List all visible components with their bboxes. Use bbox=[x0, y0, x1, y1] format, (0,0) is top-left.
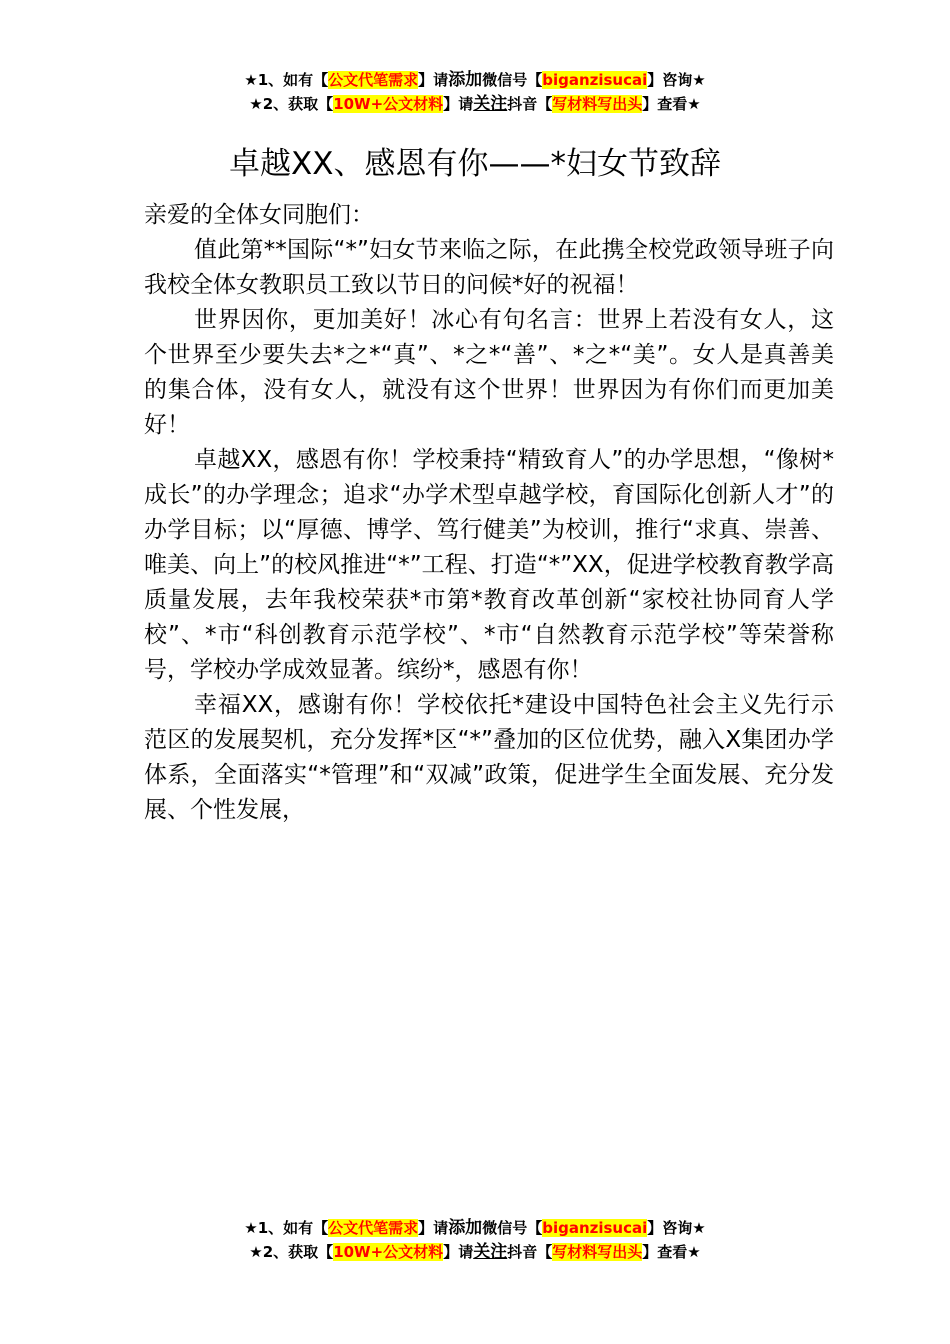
promo-highlight: biganzisucai bbox=[542, 1219, 648, 1237]
document-title: 卓越XX、感恩有你——*妇女节致辞 bbox=[229, 146, 721, 182]
document-body bbox=[144, 198, 834, 828]
promo-line-2: ★2、获取【10W+公文材料】请关注抖音【写材料写出头】查看★ bbox=[249, 1242, 701, 1262]
promo-highlight: biganzisucai bbox=[542, 71, 648, 89]
promo-highlight: 公文代笔需求 bbox=[328, 1219, 419, 1237]
paragraph: 卓越XX，感恩有你！学校秉持“精致育人”的办学思想，“像树*成长”的办学理念；追求“办学术型卓越学校，育国际化创新人才”的办学目标；以“厚德、博学、笃行健美”为校训，推行“求真、崇善、唯美、向上”的校风推进“*”工程、打造“*”XX，促进学校教育教学高质量发展，去年我校荣获*市第*教育改革创新“家校社协同育人学校”、*市“科创教育示范学校”、*市“自然教育示范学校”等荣誉称号，学校办学成效显著。缤纷*，感恩有你！ bbox=[144, 447, 834, 683]
salutation: 亲爱的全体女同胞们： bbox=[144, 202, 374, 228]
promo-banner-bottom bbox=[0, 1216, 950, 1264]
paragraph: 世界因你，更加美好！冰心有句名言：世界上若没有女人，这个世界至少要失去*之*“真”、*之*“善”、*之*“美”。女人是真善美的集合体，没有女人，就没有这个世界！世界因为有你们而更加美好！ bbox=[144, 307, 834, 438]
promo-highlight: 10W+公文材料 bbox=[333, 95, 444, 113]
paragraph: 值此第**国际“*”妇女节来临之际，在此携全校党政领导班子向我校全体女教职员工致以节日的问候*好的祝福！ bbox=[144, 237, 834, 298]
promo-line-1: ★1、如有【公文代笔需求】请添加微信号【biganzisucai】咨询★ bbox=[244, 70, 706, 90]
promo-highlight: 公文代笔需求 bbox=[328, 71, 419, 89]
paragraph: 幸福XX，感谢有你！学校依托*建设中国特色社会主义先行示范区的发展契机，充分发挥*区“*”叠加的区位优势，融入X集团办学体系，全面落实“*管理”和“双减”政策，促进学生全面发展、充分发展、个性发展， bbox=[144, 692, 834, 823]
promo-line-2: ★2、获取【10W+公文材料】请关注抖音【写材料写出头】查看★ bbox=[249, 94, 701, 114]
promo-banner-top bbox=[0, 68, 950, 116]
promo-highlight: 写材料写出头 bbox=[552, 95, 643, 113]
promo-highlight: 10W+公文材料 bbox=[333, 1243, 444, 1261]
promo-line-1: ★1、如有【公文代笔需求】请添加微信号【biganzisucai】咨询★ bbox=[244, 1218, 706, 1238]
promo-highlight: 写材料写出头 bbox=[552, 1243, 643, 1261]
